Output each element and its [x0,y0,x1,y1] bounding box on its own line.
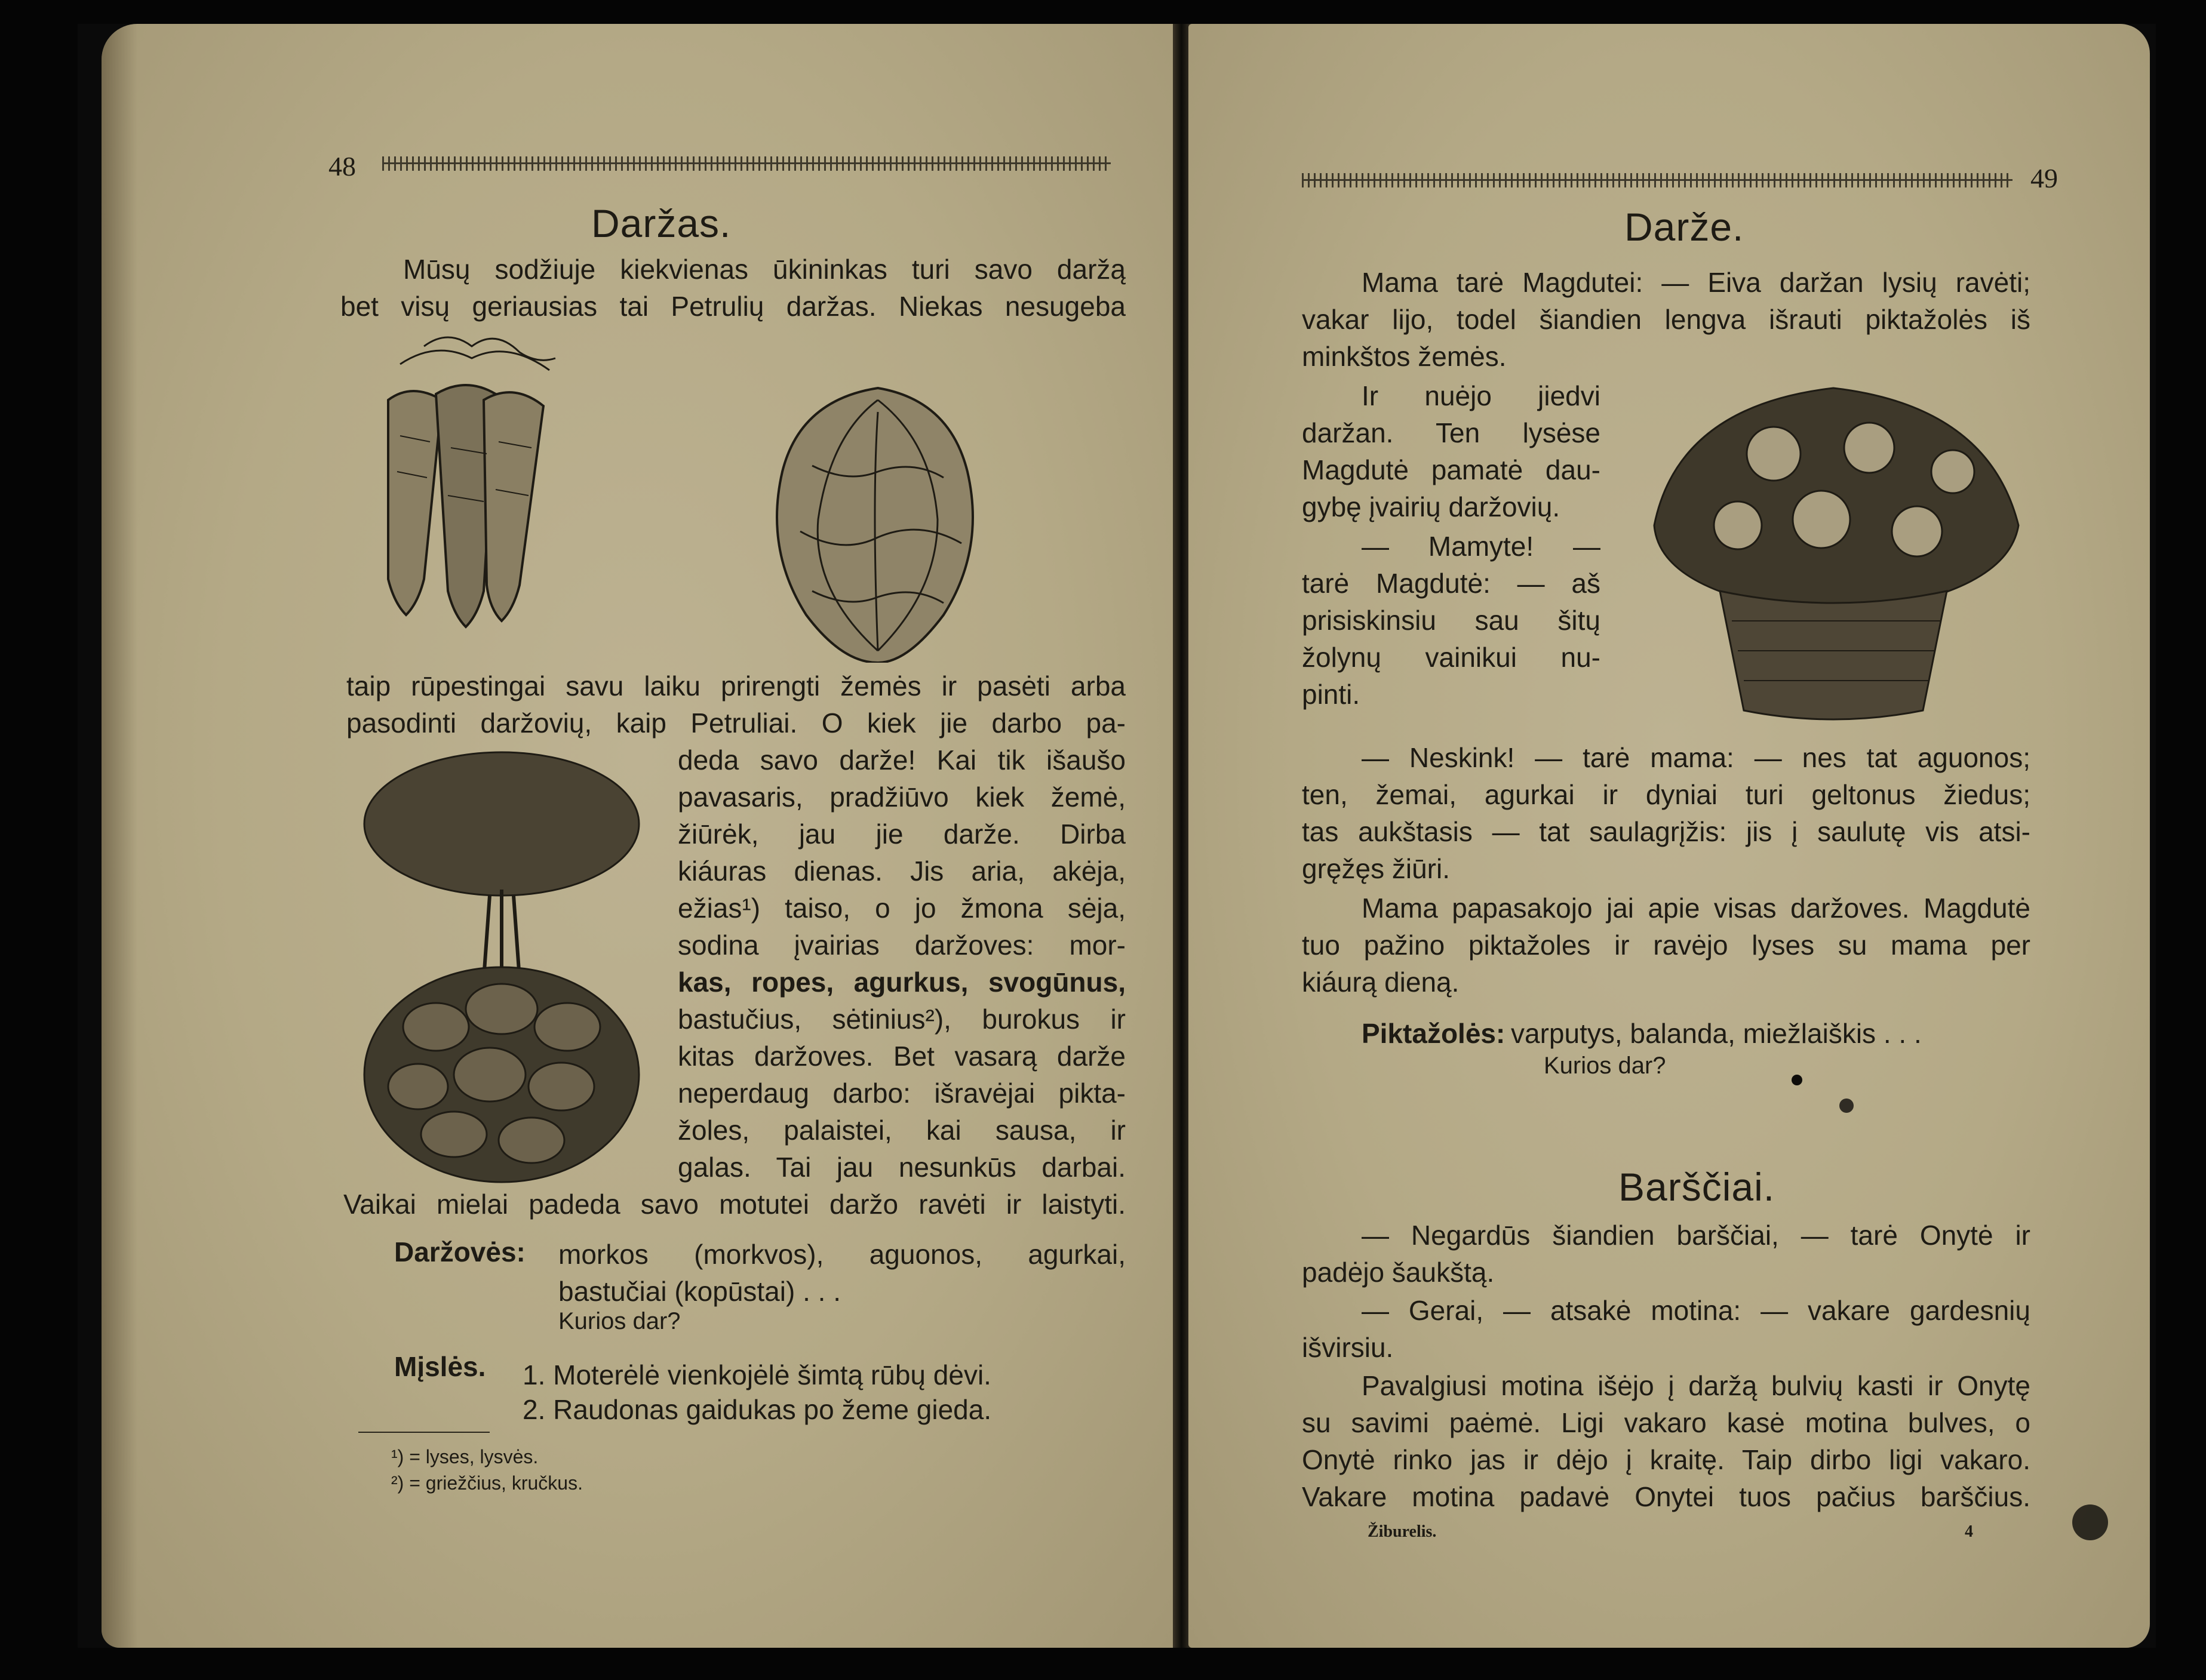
open-book [78,24,2156,1648]
intro-line-1: Mūsų sodžiuje kiekvienas ūkininkas turi savo daržą [403,254,1126,285]
story-line-7: Onytė rinko jas ir dėjo į kraitę. Taip dirbo ligi vakaro. [1302,1444,2030,1475]
wrap-line-7: kas, ropes, agurkus, svogūnus, [678,967,1126,998]
wrap-line-2: pavasaris, pradžiūvo kiek žemė, [678,781,1126,813]
page-title: Daržas. [591,201,732,245]
footnote-rule [358,1432,490,1433]
right-page [1188,24,2150,1648]
intro-line-3: minkštos žemės. [1302,341,1507,372]
page-number: 49 [2030,163,2058,193]
intro-line-1: Mama tarė Magdutei: — Eiva daržan lysių ravėti; [1362,267,2030,298]
dialog-line-5: Mama papasakojo jai apie visas daržoves. Magdutė [1362,893,2030,924]
carrot-illustration-icon [352,328,591,663]
story-line-3: — Gerai, — atsakė motina: — vakare gardesnių [1362,1295,2030,1326]
ink-spot [1839,1099,1854,1113]
wrap-line-8: žolynų vainikui nu- [1302,642,1600,673]
wrap-line-3: Magdutė pamatė dau- [1302,454,1600,485]
wrap-line-2: daržan. Ten lysėse [1302,417,1600,448]
paragraph-line-2: pasodinti daržovių, kaip Petruliai. O kiek jie darbo pa- [346,707,1126,739]
flower-basket-illustration-icon [1618,370,2048,740]
vegetables-line-1: morkos (morkvos), aguonos, agurkai, [558,1239,1126,1270]
wrap-line-12: galas. Tai jau nesunkūs darbai. [678,1152,1126,1183]
signature-number: 4 [1965,1522,1973,1541]
page-number: 48 [328,151,356,181]
vegetables-label: Daržovės: [394,1236,526,1267]
wrap-line-11: žoles, palaistei, kai sausa, ir [678,1115,1126,1146]
header-ornament-rule [1302,173,2013,187]
header-ornament-rule [382,156,1111,171]
dialog-line-1 [1362,739,2030,776]
riddle-2: 2. Raudonas gaidukas po žeme gieda. [523,1394,992,1425]
riddles-label: Mįslės. [394,1351,486,1382]
wrap-line-4: kiáuras dienas. Jis aria, akėja, [678,856,1126,887]
wrap-line-9: pinti. [1302,679,1360,710]
dialog-line-3: tas aukštasis — tat saulagrįžis: jis į saulutę vis atsi- [1302,816,2030,847]
intro-line-2: bet visų geriausias tai Petrulių daržas. Niekas nesugeba [340,291,1126,322]
wrap-line-9: kitas daržoves. Bet vasarą darže [678,1041,1126,1072]
wrap-line-6: sodina įvairias daržoves: mor- [678,930,1126,961]
story-line-8: Vakare motina padavė Onytei tuos pačius barščius. [1302,1481,2030,1512]
wrap-line-6: tarė Magdutė: — aš [1302,568,1600,599]
left-page [102,24,1176,1648]
dialog-line-2: ten, žemai, agurkai ir dyniai turi geltonus žiedus; [1302,779,2030,810]
page-title: Darže. [1624,205,1744,249]
wrap-line-4: gybę įvairių daržovių. [1302,491,1560,522]
vegetables-more: Kurios dar? [558,1308,681,1334]
wrap-line-1: deda savo darže! Kai tik išaušo [678,744,1126,776]
ink-spot [1792,1075,1802,1085]
footnote-2: ²) = griežčius, kručkus. [391,1472,583,1494]
section-title: Barščiai. [1618,1165,1775,1209]
potato-plant-illustration-icon [352,740,651,1194]
wrap-line-10: neperdaug darbo: išravėjai pikta- [678,1078,1126,1109]
intro-line-2: vakar lijo, todel šiandien lengva išrauti piktažolės iš [1302,304,2030,335]
weeds-text: varputys, balanda, miežlaiškis . . . [1511,1018,1922,1049]
weeds-more: Kurios dar? [1544,1053,1666,1079]
story-line-1: — Negardūs šiandien barščiai, — tarė Onytė ir [1362,1220,2030,1251]
story-line-6: su savimi paėmė. Ligi vakaro kasė motina bulves, o [1302,1407,2030,1438]
wrap-line-5: ežias¹) taiso, o jo žmona sėja, [678,893,1126,924]
wrap-line-5: — Mamyte! — [1362,531,1600,562]
dialog-line-1-text: — Neskink! — tarė mama: — nes tat aguonos; [1362,742,2030,773]
story-line-2: padėjo šaukštą. [1302,1257,1495,1288]
dialog-line-7: kiáurą dieną. [1302,967,1460,998]
dialog-line-4: gręžęs žiūri. [1302,853,1450,884]
cabbage-illustration-icon [758,376,997,663]
footnote-1: ¹) = lyses, lysvės. [391,1446,539,1467]
riddle-1: 1. Moterėlė vienkojėlė šimtą rūbų dėvi. [523,1359,991,1390]
wrap-line-1: Ir nuėjo jiedvi [1362,380,1600,411]
wrap-line-3: žiūrėk, jau jie darže. Dirba [678,819,1126,850]
page-edge-shadow [102,24,137,1648]
signature-mark: Žiburelis. [1368,1522,1437,1541]
wrap-line-8: bastučius, sėtinius²), burokus ir [678,1004,1126,1035]
wrap-line-7: prisiskinsiu sau šitų [1302,605,1600,636]
dialog-line-6: tuo pažino piktažoles ir ravėjo lyses su mama per [1302,930,2030,961]
story-line-5: Pavalgiusi motina išėjo į daržą bulvių kasti ir Onytę [1362,1370,2030,1401]
paragraph-last-line: Vaikai mielai padeda savo motutei daržo ravėti ir laistyti. [343,1189,1126,1220]
ink-blot [2072,1504,2108,1540]
story-line-4: išvirsiu. [1302,1332,1394,1363]
vegetables-line-2: bastučiai (kopūstai) . . . [558,1276,841,1307]
paragraph-line-1: taip rūpestingai savu laiku prirengti žemės ir pasėti arba [346,670,1126,701]
weeds-label: Piktažolės: [1362,1018,1506,1049]
